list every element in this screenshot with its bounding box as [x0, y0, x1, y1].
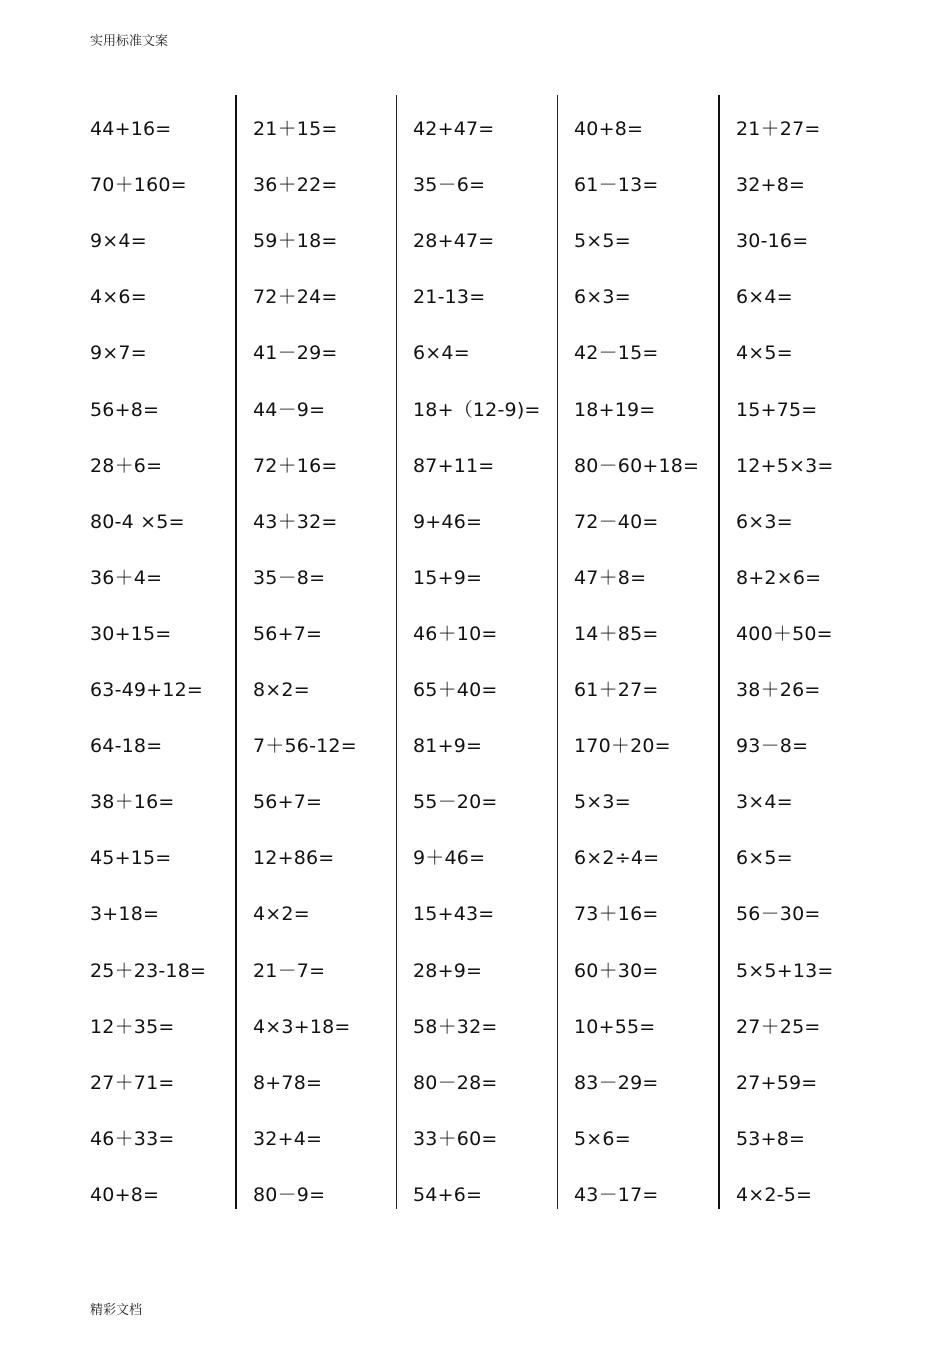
exercise-item: 6×2÷4= — [574, 847, 660, 870]
exercise-item: 72＋24= — [253, 286, 338, 309]
exercise-item: 4×2= — [253, 903, 310, 926]
exercise-item: 30-16= — [736, 230, 809, 253]
exercise-item: 6×4= — [736, 286, 793, 309]
exercise-item: 5×6= — [574, 1127, 631, 1150]
exercise-item: 4×3+18= — [253, 1015, 351, 1038]
exercise-item: 9×7= — [90, 342, 147, 365]
exercise-item: 5×3= — [574, 791, 631, 814]
exercise-item: 44－9= — [253, 398, 326, 421]
exercise-item: 41－29= — [253, 342, 338, 365]
exercise-item: 80－60+18= — [574, 454, 700, 477]
exercise-item: 72＋16= — [253, 454, 338, 477]
exercise-item: 28+9= — [413, 959, 483, 982]
exercise-grid — [74, 95, 880, 1209]
exercise-item: 12+5×3= — [736, 454, 834, 477]
exercise-item: 63-49+12= — [90, 679, 204, 701]
exercise-item: 56+7= — [253, 791, 323, 814]
exercise-item: 30+15= — [90, 622, 172, 645]
exercise-item: 8×2= — [253, 679, 310, 701]
exercise-item: 33＋60= — [413, 1127, 498, 1150]
exercise-item: 9×4= — [90, 230, 147, 253]
exercise-item: 83－29= — [574, 1071, 659, 1094]
exercise-item: 21＋15= — [253, 118, 338, 140]
exercise-column — [718, 95, 879, 1209]
exercise-item: 27＋71= — [90, 1071, 175, 1094]
exercise-item: 53+8= — [736, 1127, 806, 1150]
exercise-column — [396, 95, 557, 1209]
exercise-item: 81+9= — [413, 735, 483, 758]
exercise-item: 5×5= — [574, 230, 631, 253]
exercise-item: 28+47= — [413, 230, 495, 253]
exercise-item: 61－13= — [574, 174, 659, 197]
exercise-item: 61＋27= — [574, 679, 659, 701]
exercise-item: 56+7= — [253, 622, 323, 645]
exercise-column — [557, 95, 718, 1209]
exercise-item: 4×6= — [90, 286, 147, 309]
exercise-item: 32+4= — [253, 1127, 323, 1150]
exercise-item: 10+55= — [574, 1015, 656, 1038]
exercise-item: 8+2×6= — [736, 566, 822, 589]
exercise-item: 36＋4= — [90, 566, 163, 589]
exercise-item: 38＋26= — [736, 679, 821, 701]
exercise-item: 27＋25= — [736, 1015, 821, 1038]
exercise-item: 21-13= — [413, 286, 486, 309]
exercise-item: 36＋22= — [253, 174, 338, 197]
exercise-item: 46＋10= — [413, 622, 498, 645]
exercise-item: 42－15= — [574, 342, 659, 365]
exercise-item: 64-18= — [90, 735, 163, 758]
exercise-item: 59＋18= — [253, 230, 338, 253]
exercise-item: 40+8= — [574, 118, 644, 140]
exercise-item: 4×2-5= — [736, 1183, 813, 1206]
exercise-item: 80－9= — [253, 1183, 326, 1206]
exercise-item: 72－40= — [574, 510, 659, 533]
exercise-item: 44+16= — [90, 118, 172, 140]
exercise-item: 38＋16= — [90, 791, 175, 814]
exercise-item: 70＋160= — [90, 174, 187, 197]
exercise-item: 46＋33= — [90, 1127, 175, 1150]
exercise-item: 15+9= — [413, 566, 483, 589]
exercise-item: 9＋46= — [413, 847, 486, 870]
exercise-item: 15+75= — [736, 398, 818, 421]
exercise-item: 55－20= — [413, 791, 498, 814]
exercise-item: 6×3= — [736, 510, 793, 533]
page-footer: 精彩文档 — [90, 1303, 143, 1318]
exercise-column — [235, 95, 396, 1209]
exercise-item: 40+8= — [90, 1183, 160, 1206]
exercise-item: 18+19= — [574, 398, 656, 421]
exercise-item: 43－17= — [574, 1183, 659, 1206]
exercise-item: 400＋50= — [736, 622, 833, 645]
exercise-item: 45+15= — [90, 847, 172, 870]
exercise-item: 170＋20= — [574, 735, 671, 758]
exercise-item: 15+43= — [413, 903, 495, 926]
exercise-item: 3+18= — [90, 903, 160, 926]
exercise-item: 12＋35= — [90, 1015, 175, 1038]
exercise-item: 18+（12-9)= — [413, 398, 541, 421]
exercise-item: 8+78= — [253, 1071, 323, 1094]
exercise-item: 42+47= — [413, 118, 495, 140]
page-header: 实用标准文案 — [90, 34, 169, 49]
exercise-item: 4×5= — [736, 342, 793, 365]
exercise-item: 93－8= — [736, 735, 809, 758]
exercise-item: 47＋8= — [574, 566, 647, 589]
exercise-item: 27+59= — [736, 1071, 818, 1094]
exercise-item: 35－6= — [413, 174, 486, 197]
exercise-item: 14＋85= — [574, 622, 659, 645]
exercise-item: 56－30= — [736, 903, 821, 926]
exercise-item: 87+11= — [413, 454, 495, 477]
exercise-item: 6×3= — [574, 286, 631, 309]
exercise-item: 12+86= — [253, 847, 335, 870]
exercise-item: 7＋56-12= — [253, 735, 357, 758]
exercise-item: 80－28= — [413, 1071, 498, 1094]
exercise-column — [74, 95, 235, 1209]
exercise-item: 21＋27= — [736, 118, 821, 140]
exercise-item: 6×5= — [736, 847, 793, 870]
exercise-item: 35－8= — [253, 566, 326, 589]
exercise-item: 21－7= — [253, 959, 326, 982]
exercise-item: 65＋40= — [413, 679, 498, 701]
exercise-item: 28＋6= — [90, 454, 163, 477]
exercise-item: 60＋30= — [574, 959, 659, 982]
exercise-item: 73＋16= — [574, 903, 659, 926]
exercise-item: 80-4 ×5= — [90, 510, 185, 533]
exercise-item: 9+46= — [413, 510, 483, 533]
exercise-item: 32+8= — [736, 174, 806, 197]
exercise-item: 54+6= — [413, 1183, 483, 1206]
exercise-item: 5×5+13= — [736, 959, 834, 982]
exercise-item: 43＋32= — [253, 510, 338, 533]
exercise-item: 6×4= — [413, 342, 470, 365]
exercise-item: 58＋32= — [413, 1015, 498, 1038]
exercise-item: 3×4= — [736, 791, 793, 814]
exercise-item: 56+8= — [90, 398, 160, 421]
exercise-item: 25＋23-18= — [90, 959, 207, 982]
